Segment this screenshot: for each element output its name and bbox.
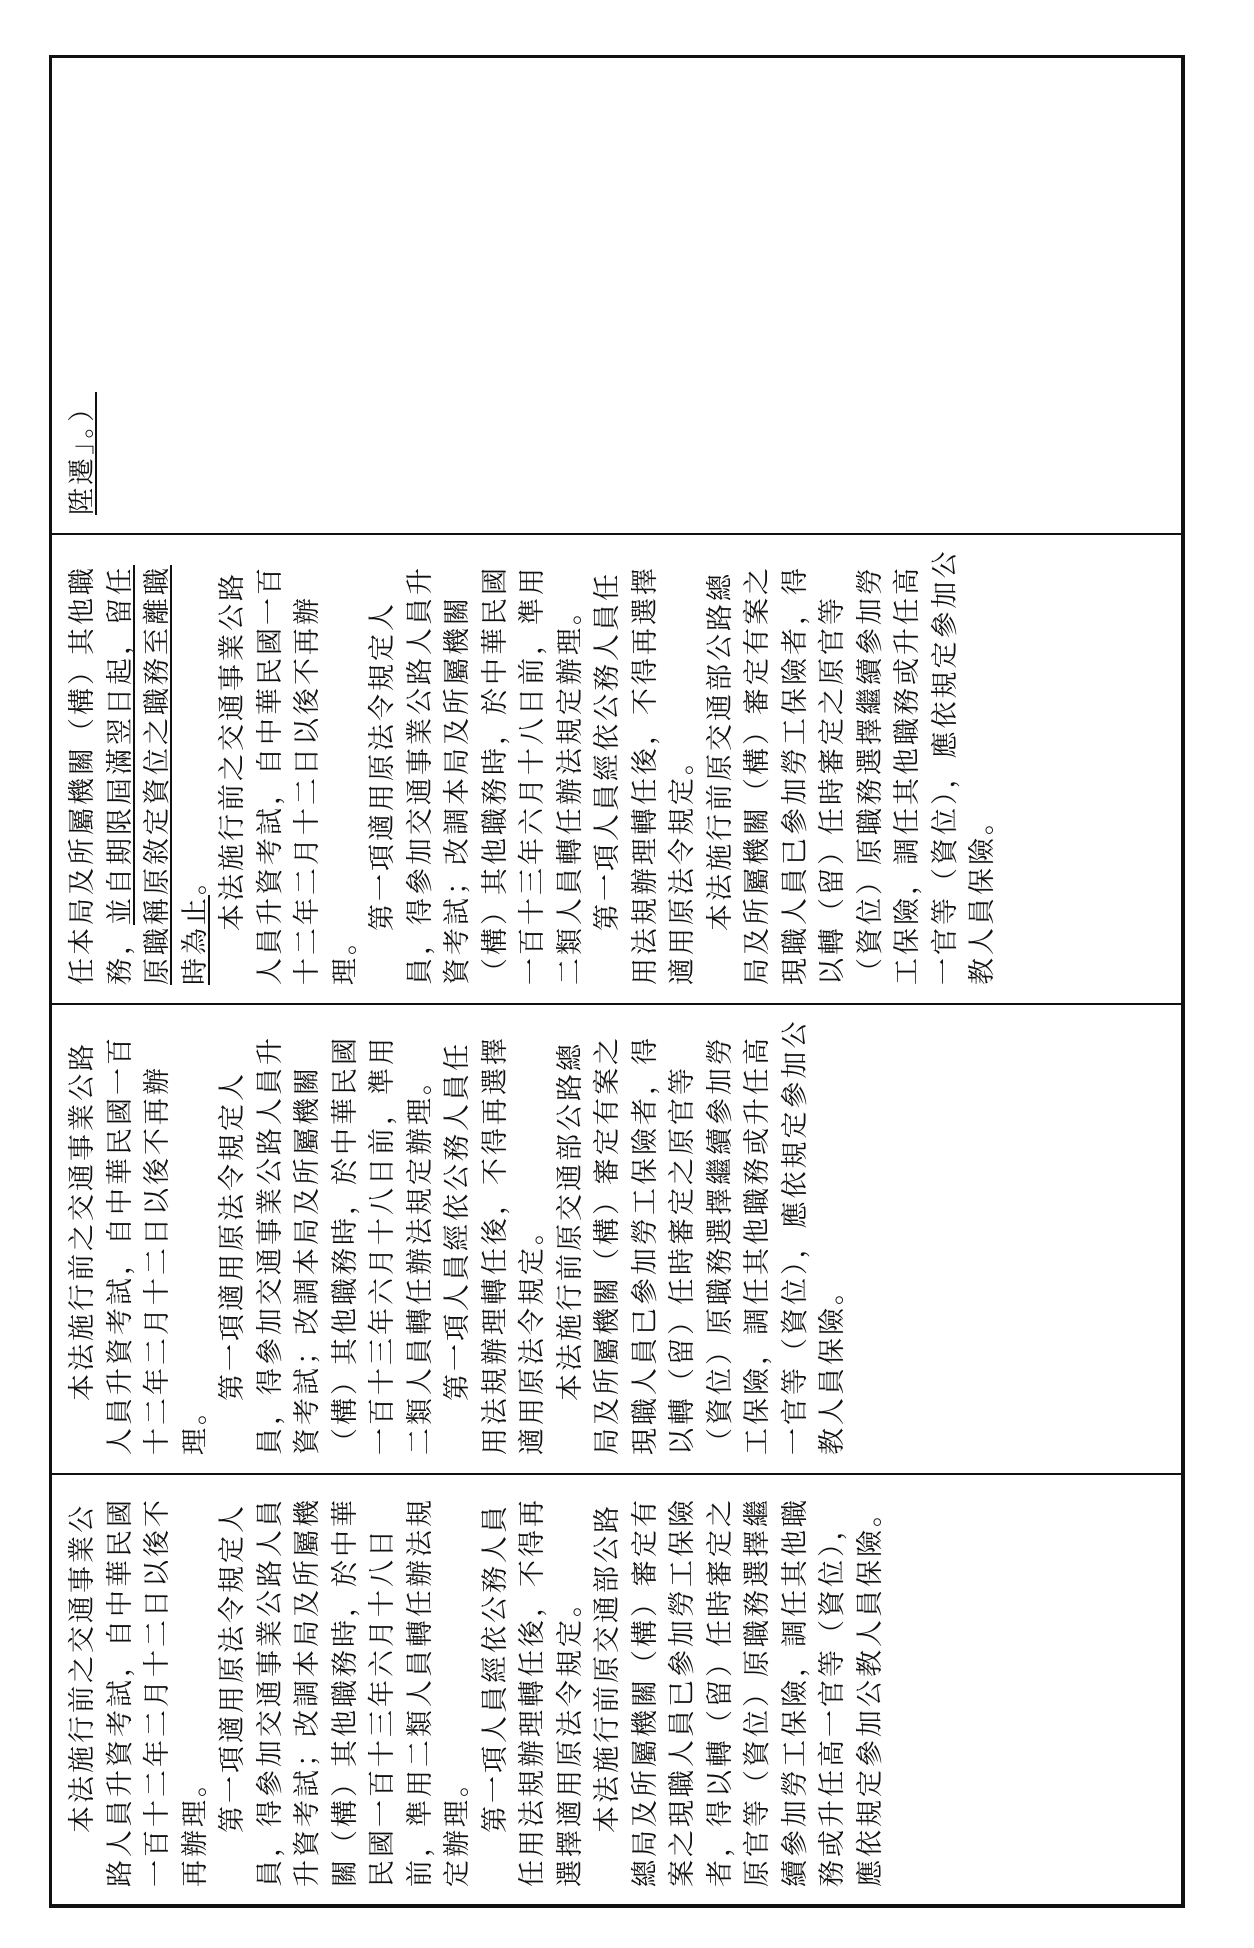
paragraph: 第一項人員經依公務人員任用法規辦理轉任後，不得再選擇適用原法令規定。 — [442, 1035, 548, 1455]
section-1 — [52, 58, 1182, 533]
section-4-text — [52, 1475, 1182, 1905]
paragraph-text: 任本局及所屬機關（構）其他職務， — [67, 565, 136, 985]
section-3 — [52, 1005, 1182, 1473]
paragraph-text: 陞遷」。） — [67, 392, 98, 515]
paragraph: 本法施行前之交通事業公路人員升資考試，自中華民國一百十二年二月十二日以後不再辦理。 — [67, 1497, 211, 1887]
paragraph: 本法施行前之交通事業公路人員升資考試，自中華民國一百十二年二月十二日以後不再辦理。 — [217, 565, 361, 985]
section-2-text — [52, 535, 1182, 1003]
paragraph: 第一項適用原法令規定人員，得參加交通事業公路人員升資考試；改調本局及所屬機關（構）其他職務時，於中華民國一百十三年六月十八日前，準用二類人員轉任辦法規定辦理。 — [217, 1497, 473, 1887]
document-frame — [49, 55, 1185, 1908]
paragraph: 本法施行前原交通部公路總局及所屬機關（構）審定有案之現職人員已參加勞工保險者，得以轉（留）任時審定之原官等（資位）原職務選擇繼續參加勞工保險，調任其他職務或升任高一官等（資位），應依規定參加公教人員保險。 — [704, 548, 998, 985]
paragraph: 第一項人員經依公務人員任用法規辦理轉任後，不得再選擇適用原法令規定。 — [479, 1497, 586, 1887]
paragraph — [64, 545, 214, 985]
paragraph: 本法施行前原交通部公路總局及所屬機關（構）審定有案之現職人員已參加勞工保險者，得以轉（留）任時審定之原官等（資位）原職務選擇繼續參加勞工保險，調任其他職務或升任高一官等（資位），應依規定參加公教人員保險。 — [592, 1497, 886, 1887]
paragraph — [64, 68, 102, 515]
paragraph: 本法施行前原交通部公路總局及所屬機關（構）審定有案之現職人員已參加勞工保險者，得以轉（留）任時審定之原官等（資位）原職務選擇繼續參加勞工保險，調任其他職務或升任高一官等（資位），應依規定參加公教人員保險。 — [554, 1018, 848, 1455]
section-2 — [52, 535, 1182, 1003]
amended-text: 並自期限屆滿翌日起，留任原職稱原敘定資位之職務至離職時為止 — [104, 565, 211, 985]
section-4 — [52, 1475, 1182, 1905]
paragraph: 本法施行前之交通事業公路人員升資考試，自中華民國一百十二年二月十二日以後不再辦理。 — [67, 1035, 211, 1455]
paragraph: 第一項適用原法令規定人員，得參加交通事業公路人員升資考試；改調本局及所屬機關（構）其他職務時，於中華民國一百十三年六月十八日前，準用二類人員轉任辦法規定辦理。 — [367, 565, 586, 985]
section-1-text — [52, 58, 1182, 533]
paragraph: 第一項適用原法令規定人員，得參加交通事業公路人員升資考試；改調本局及所屬機關（構）其他職務時，於中華民國一百十三年六月十八日前，準用二類人員轉任辦法規定辦理。 — [217, 1035, 436, 1455]
section-3-text — [52, 1005, 1182, 1473]
paragraph-text: 。 — [179, 865, 211, 895]
paragraph: 第一項人員經依公務人員任用法規辦理轉任後，不得再選擇適用原法令規定。 — [592, 565, 698, 985]
